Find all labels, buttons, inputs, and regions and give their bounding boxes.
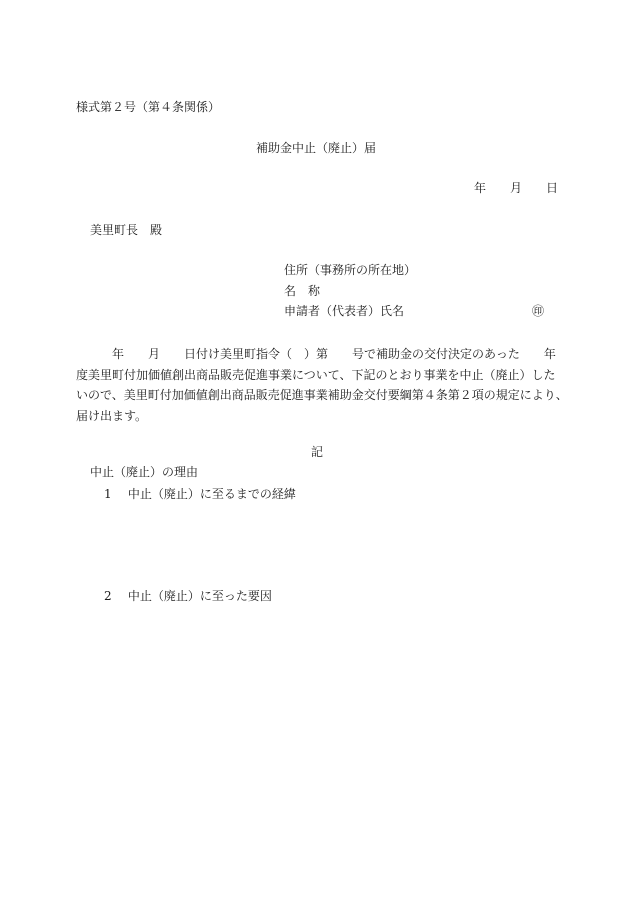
body-line-1: 年 月 日付け美里町指令（ ）第 号で補助金の交付決定のあった 年 xyxy=(112,347,556,361)
ki-heading: 記 xyxy=(311,445,324,459)
reason-item-1 xyxy=(104,488,296,500)
body-line-4: 届け出ます。 xyxy=(76,408,148,423)
item-number: 2 xyxy=(104,589,112,603)
item-text: 中止（廃止）に至った要因 xyxy=(127,589,272,603)
date-day: 日 xyxy=(546,181,559,195)
date-month: 月 xyxy=(510,181,523,195)
date-line xyxy=(474,182,558,194)
body-line-2: 度美里町付加価値創出商品販売促進事業について、下記のとおり事業を中止（廃止）した xyxy=(76,367,556,382)
seal-mark: ㊞ xyxy=(532,304,545,318)
applicant-address-label: 住所（事務所の所在地） xyxy=(284,263,417,277)
body-paragraph xyxy=(76,344,568,426)
item-text: 中止（廃止）に至るまでの経緯 xyxy=(127,487,296,501)
applicant-representative-row xyxy=(284,304,545,326)
applicant-block xyxy=(284,263,545,326)
reason-heading: 中止（廃止）の理由 xyxy=(90,465,199,479)
item-number: 1 xyxy=(104,487,112,501)
reason-item-2 xyxy=(104,590,272,602)
form-number: 様式第２号（第４条関係） xyxy=(76,100,221,114)
date-year: 年 xyxy=(474,181,487,195)
body-line-3: いので、美里町付加価値創出商品販売促進事業補助金交付要綱第４条第２項の規定により、 xyxy=(76,388,568,402)
applicant-name-label: 名 称 xyxy=(284,283,321,298)
addressee: 美里町長 殿 xyxy=(90,223,163,237)
applicant-representative-label: 申請者（代表者）氏名 xyxy=(284,304,405,318)
document-title: 補助金中止（廃止）届 xyxy=(256,141,377,155)
